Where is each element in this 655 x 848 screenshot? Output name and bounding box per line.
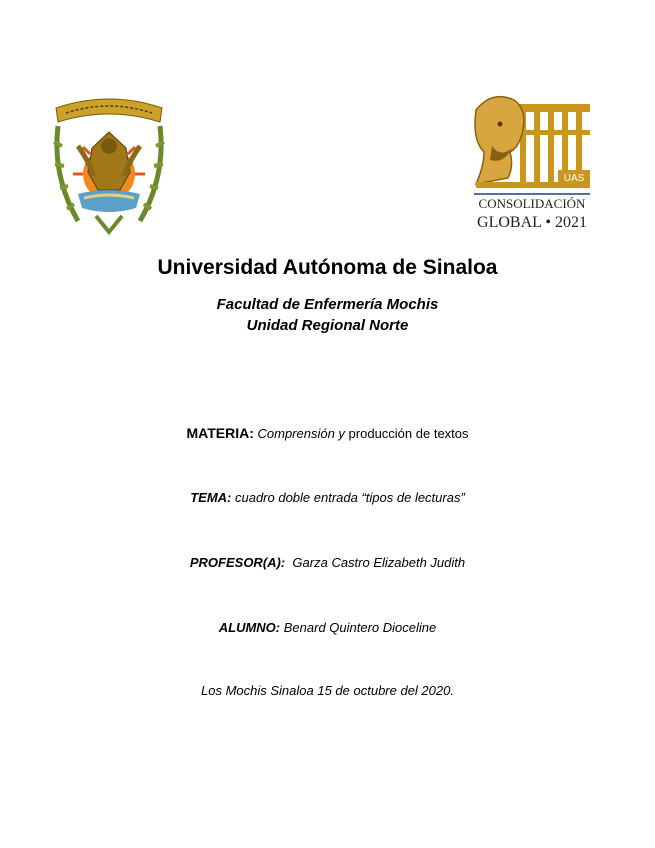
alumno-value: Benard Quintero Dioceline bbox=[280, 620, 437, 635]
faculty-subtitle: Facultad de Enfermería Mochis bbox=[216, 296, 439, 313]
uas-badge-text: UAS bbox=[563, 173, 585, 184]
tema-label: TEMA: bbox=[190, 490, 232, 505]
alumno-line bbox=[0, 620, 655, 635]
alumno-label: ALUMNO: bbox=[218, 620, 281, 635]
tema-value: cuadro doble entrada “tipos de lecturas” bbox=[231, 490, 465, 505]
uas-coat-of-arms-logo bbox=[48, 86, 170, 238]
unit-subtitle: Unidad Regional Norte bbox=[246, 317, 409, 334]
global-2021-text: GLOBAL • 2021 bbox=[477, 214, 587, 231]
materia-line bbox=[0, 425, 655, 441]
materia-label: MATERIA: bbox=[186, 425, 254, 441]
university-title: Universidad Autónoma de Sinaloa bbox=[157, 256, 498, 279]
consolidacion-text: CONSOLIDACIÓN bbox=[478, 196, 586, 211]
place-date: Los Mochis Sinaloa 15 de octubre del 2020. bbox=[201, 683, 454, 698]
materia-value: producción de textos bbox=[344, 426, 469, 441]
tema-line bbox=[0, 490, 655, 505]
consolidacion-global-2021-logo bbox=[470, 86, 592, 236]
profesor-value: Garza Castro Elizabeth Judith bbox=[285, 555, 466, 570]
profesor-label: PROFESOR(A): bbox=[189, 555, 286, 570]
materia-value-italic: Comprensión y bbox=[257, 426, 345, 441]
profesor-line bbox=[0, 555, 655, 570]
